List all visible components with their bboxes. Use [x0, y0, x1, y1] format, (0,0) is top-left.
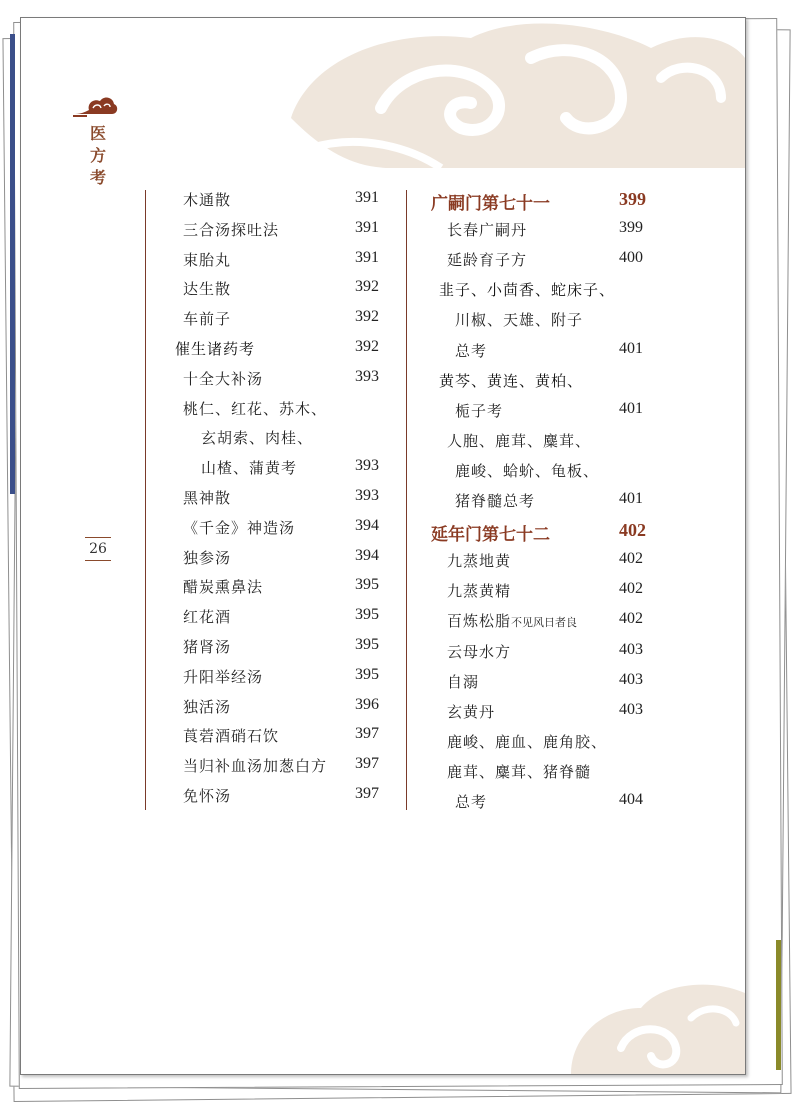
toc-entry-title: 独参汤: [183, 548, 232, 567]
toc-entry-page: 402: [619, 580, 643, 598]
toc-entry-page: 396: [355, 695, 379, 713]
toc-entry-page: 395: [355, 576, 379, 594]
toc-entry-title: 免怀汤: [183, 787, 232, 805]
left-column-rule: [145, 190, 146, 810]
toc-entry-page: 402: [619, 550, 643, 568]
toc-entry-title: 总考: [455, 793, 488, 811]
toc-entry-note: 不见风日者良: [511, 616, 578, 630]
toc-entry-title: 当归补血汤加葱白方: [183, 757, 328, 776]
toc-entry-title: 栀子考: [455, 401, 504, 420]
toc-entry-title: 广嗣门第七十一: [431, 194, 550, 214]
toc-entry-title: 百炼松脂不见风日者良: [447, 612, 578, 631]
cloud-decoration-top: [271, 18, 745, 168]
toc-entry-page: 395: [355, 636, 379, 653]
toc-entry-page: 393: [355, 367, 379, 385]
toc-entry-page: 391: [355, 248, 379, 266]
toc-entry-title: 红花酒: [183, 608, 232, 627]
olive-edge: [776, 940, 781, 1070]
toc-entry-title: 束胎丸: [183, 250, 232, 269]
toc-entry-title: 川椒、天雄、附子: [455, 311, 584, 330]
toc-entry-page: 401: [619, 399, 643, 417]
toc-entry-page: 394: [355, 546, 379, 564]
toc-entry-title: 桃仁、红花、苏木、: [183, 399, 328, 418]
toc-entry-title: 延龄育子方: [447, 251, 528, 270]
toc-entry-page: 392: [355, 278, 379, 296]
toc-entry-title: 总考: [455, 341, 488, 360]
toc-entry-title: 云母水方: [447, 642, 512, 661]
toc-entry-title: 催生诸药考: [175, 340, 256, 358]
toc-entry-page: 403: [619, 640, 643, 658]
toc-entry-page: 391: [355, 218, 379, 236]
toc-entry-page: 399: [619, 219, 643, 237]
toc-entry-title: 醋炭熏鼻法: [183, 578, 264, 597]
toc-entry-page: 402: [619, 610, 643, 628]
toc-entry-title: 莨菪酒硝石饮: [183, 727, 280, 746]
toc-entry-title: 延年门第七十二: [431, 525, 550, 546]
toc-entry-page: 394: [355, 516, 379, 534]
toc-entry-page: 395: [355, 606, 379, 624]
toc-entry-page: 397: [355, 725, 379, 743]
toc-entry-page: 397: [355, 755, 379, 773]
toc-entry-page: 401: [619, 490, 643, 507]
toc-entry-title: 木通散: [183, 191, 232, 209]
toc-entry-title: 玄胡索、肉桂、: [201, 429, 314, 448]
book-title: 医方考: [89, 124, 106, 187]
toc-entry-title: 升阳举经汤: [183, 667, 264, 686]
toc-entry-page: 392: [355, 308, 379, 326]
toc-entry-page: 402: [619, 520, 646, 541]
toc-entry-title: 鹿峻、蛤蚧、龟板、: [455, 461, 600, 480]
toc-entry-title: 《千金》神造汤: [183, 518, 296, 537]
toc-entry-title: 玄黄丹: [447, 702, 496, 721]
toc-entry-title: 鹿茸、麋茸、猪脊髓: [447, 762, 592, 781]
toc-entry-page: 397: [355, 785, 379, 802]
page-number: 26: [85, 537, 111, 561]
toc-entry-page: 399: [619, 189, 646, 209]
book-page: [20, 17, 746, 1075]
toc-entry-page: 400: [619, 249, 643, 267]
toc-entry-title: 黑神散: [183, 489, 232, 507]
toc-entry-title: 车前子: [183, 310, 232, 329]
toc-entry-title: 猪肾汤: [183, 638, 232, 656]
toc-entry-title: 自溺: [447, 672, 480, 691]
toc-entry-page: 391: [355, 189, 379, 206]
toc-entry-title: 鹿峻、鹿血、鹿角胶、: [447, 732, 608, 751]
toc-entry-page: 401: [619, 339, 643, 357]
toc-entry-page: 393: [355, 487, 379, 504]
toc-entry-title: 达生散: [183, 280, 232, 299]
toc-entry-page: 393: [355, 457, 379, 475]
cloud-decoration-bottom: [561, 978, 745, 1074]
blue-edge: [10, 34, 15, 494]
toc-entry-page: 403: [619, 700, 643, 718]
right-column-rule: [406, 190, 407, 810]
toc-entry-page: 404: [619, 791, 643, 808]
toc-entry-page: 403: [619, 670, 643, 688]
toc-entry-page: 395: [355, 665, 379, 683]
toc-entry-title: 猪脊髓总考: [455, 492, 536, 510]
toc-entry-title: 九蒸黄精: [447, 582, 512, 601]
toc-entry-title: 长春广嗣丹: [447, 221, 528, 240]
toc-entry-title: 韭子、小茴香、蛇床子、: [439, 281, 616, 300]
toc-entry-title: 十全大补汤: [183, 369, 264, 388]
toc-entry-title: 山楂、蒲黄考: [201, 459, 298, 478]
toc-entry-title: 人胞、鹿茸、麋茸、: [447, 431, 592, 450]
toc-entry-title: 九蒸地黄: [447, 552, 512, 571]
toc-entry-title: 独活汤: [183, 697, 232, 716]
toc-entry-title: 黄芩、黄连、黄柏、: [439, 371, 584, 390]
toc-entry-page: 392: [355, 338, 379, 355]
cloud-logo-icon: [73, 94, 119, 120]
toc-entry-title: 三合汤探吐法: [183, 220, 280, 239]
